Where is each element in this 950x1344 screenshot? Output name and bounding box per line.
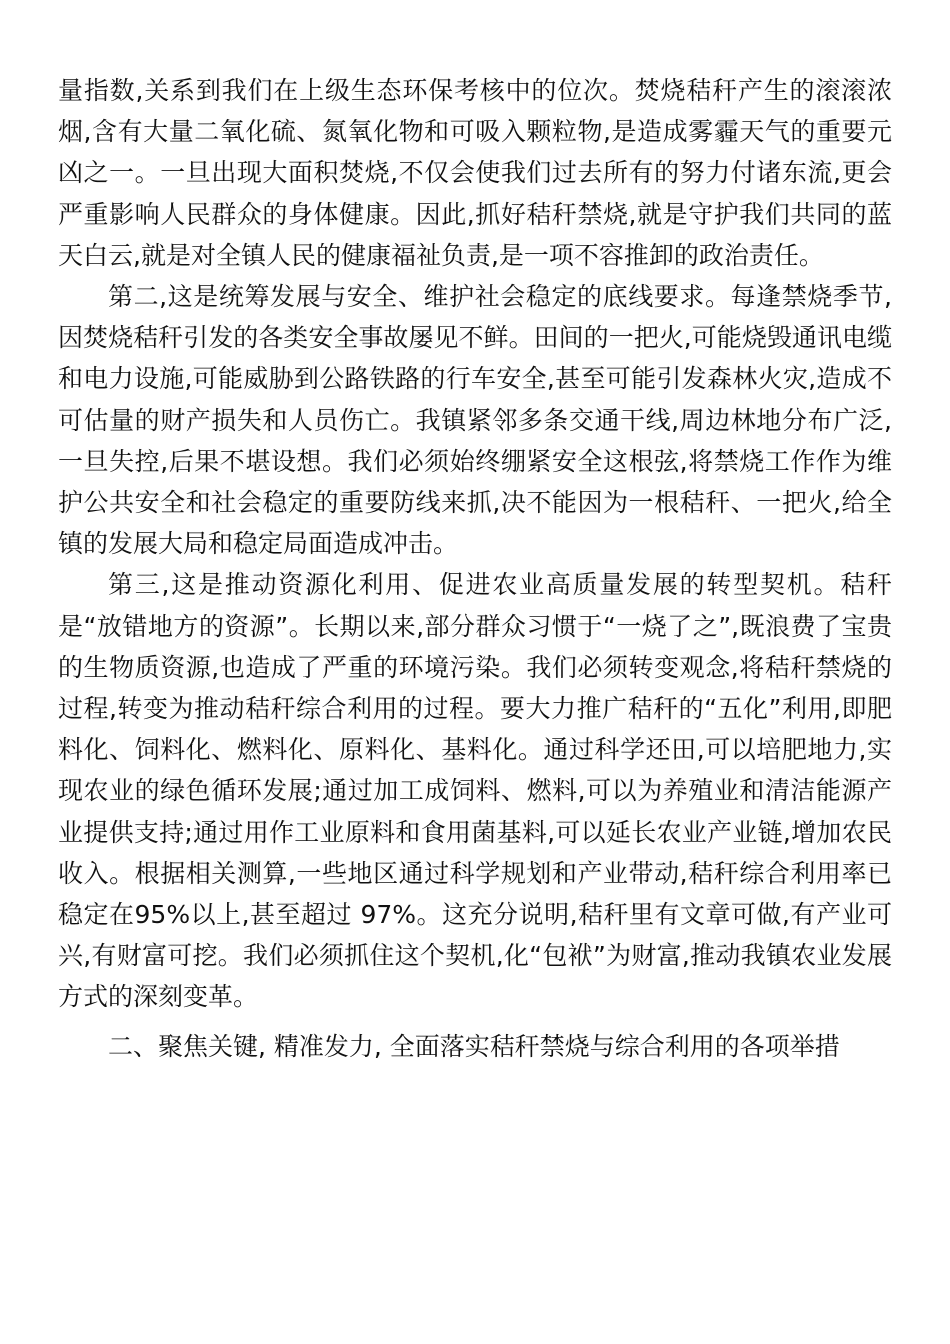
document-body — [58, 70, 892, 1067]
section-heading: 二、聚焦关键, 精准发力, 全面落实秸秆禁烧与综合利用的各项举措 — [108, 1031, 840, 1061]
paragraph-air-quality: 量指数,关系到我们在上级生态环保考核中的位次。焚烧秸秆产生的滚滚浓烟,含有大量二氧化硫、氮氧化物和可吸入颗粒物,是造成雾霾天气的重要元凶之一。一旦出现大面积焚烧,不仅会使我们过去所有的努力付诸东流,更会严重影响人民群众的身体健康。因此,抓好秸秆禁烧,就是守护我们共同的蓝天白云,就是对全镇人民的健康福祉负责,是一项不容推卸的政治责任。 — [58, 76, 892, 270]
paragraph-second-point: 第二,这是统筹发展与安全、维护社会稳定的底线要求。每逢禁烧季节,因焚烧秸秆引发的各类安全事故屡见不鲜。田间的一把火,可能烧毁通讯电缆和电力设施,可能威胁到公路铁路的行车安全,甚至可能引发森林火灾,造成不可估量的财产损失和人员伤亡。我镇紧邻多条交通干线,周边林地分布广泛,一旦失控,后果不堪设想。我们必须始终绷紧安全这根弦,将禁烧工作作为维护公共安全和社会稳定的重要防线来抓,决不能因为一根秸秆、一把火,给全镇的发展大局和稳定局面造成冲击。 — [58, 282, 892, 559]
paragraph-third-point: 第三,这是推动资源化利用、促进农业高质量发展的转型契机。秸秆是“放错地方的资源”。长期以来,部分群众习惯于“一烧了之”,既浪费了宝贵的生物质资源,也造成了严重的环境污染。我们必须转变观念,将秸秆禁烧的过程,转变为推动秸秆综合利用的过程。要大力推广秸秆的“五化”利用,即肥料化、饲料化、燃料化、原料化、基料化。通过科学还田,可以培肥地力,实现农业的绿色循环发展;通过加工成饲料、燃料,可以为养殖业和清洁能源产业提供支持;通过用作工业原料和食用菌基料,可以延长农业产业链,增加农民收入。根据相关测算,一些地区通过科学规划和产业带动,秸秆综合利用率已稳定在95%以上,甚至超过 97%。这充分说明,秸秆里有文章可做,有产业可兴,有财富可挖。我们必须抓住这个契机,化“包袱”为财富,推动我镇农业发展方式的深刻变革。 — [58, 570, 892, 1012]
